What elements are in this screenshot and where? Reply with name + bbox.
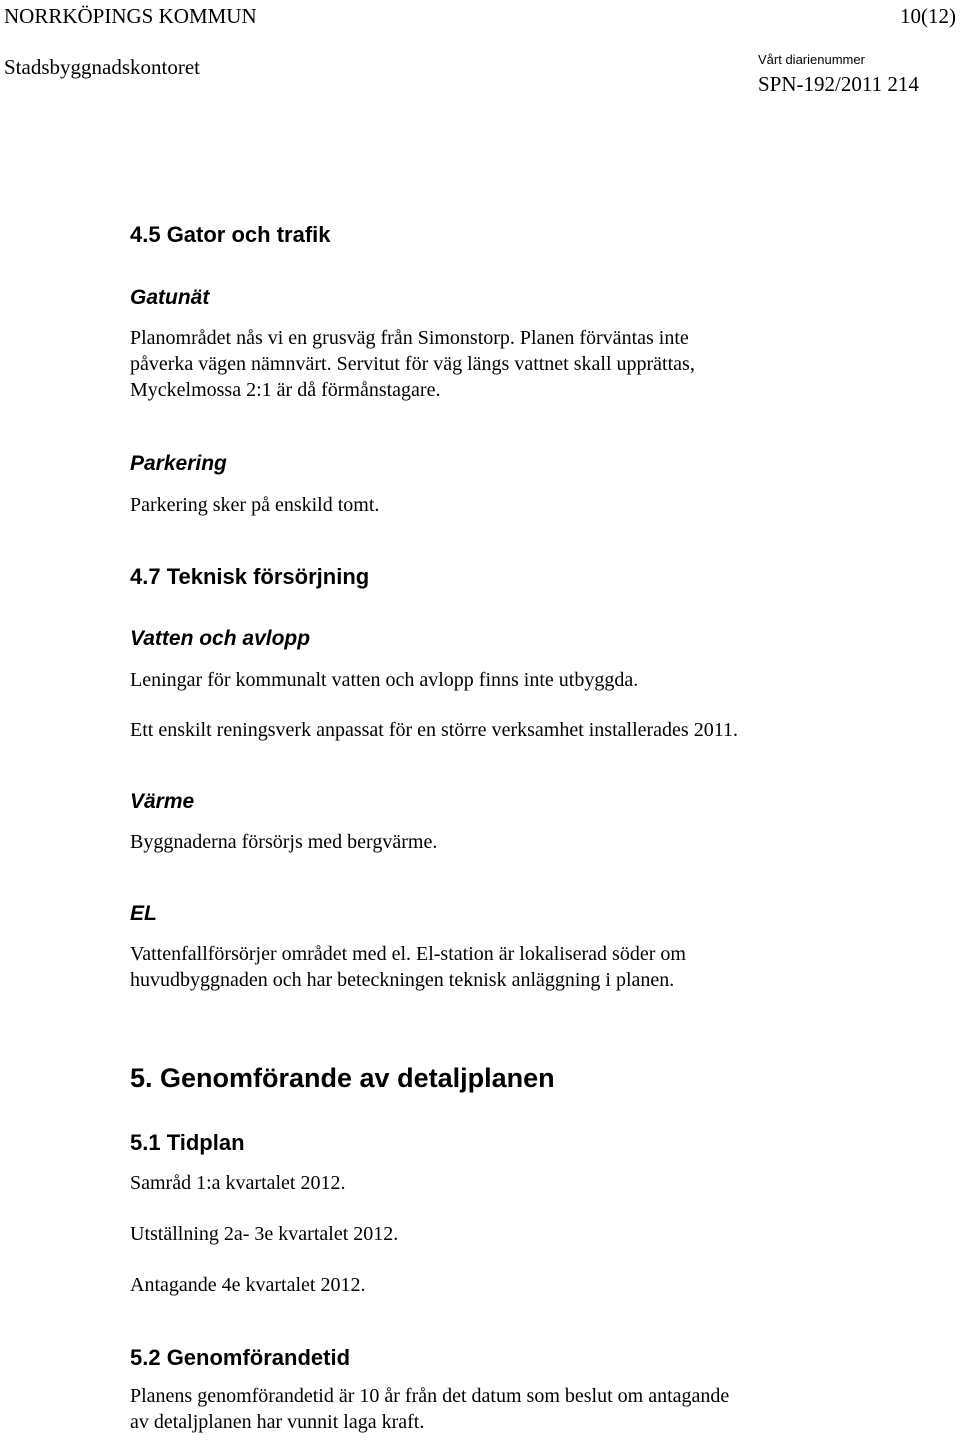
- tidplan-item-2: Utställning 2a- 3e kvartalet 2012.: [130, 1223, 399, 1245]
- gatunat-line-1: Planområdet nås vi en grusväg från Simonstorp. Planen förväntas inte: [130, 327, 689, 349]
- varme-text: Byggnaderna försörjs med bergvärme.: [130, 831, 438, 853]
- subheading-gatunat: Gatunät: [130, 286, 210, 309]
- section-heading-5-1: 5.1 Tidplan: [130, 1130, 245, 1155]
- subheading-el: EL: [130, 902, 157, 925]
- organization-name: NORRKÖPINGS KOMMUN: [4, 4, 257, 28]
- parkering-text: Parkering sker på enskild tomt.: [130, 494, 380, 516]
- section-heading-4-7: 4.7 Teknisk försörjning: [130, 564, 370, 589]
- vatten-text-1: Leningar för kommunalt vatten och avlopp finns inte utbyggda.: [130, 669, 639, 691]
- page-number: 10(12): [900, 4, 956, 28]
- section-heading-5-2: 5.2 Genomförandetid: [130, 1345, 351, 1370]
- tidplan-item-3: Antagande 4e kvartalet 2012.: [130, 1274, 366, 1296]
- section-heading-5: 5. Genomförande av detaljplanen: [130, 1063, 555, 1093]
- tidplan-item-1: Samråd 1:a kvartalet 2012.: [130, 1172, 346, 1194]
- genomforandetid-line-2: av detaljplanen har vunnit laga kraft.: [130, 1411, 425, 1433]
- el-line-1: Vattenfallförsörjer området med el. El-station är lokaliserad söder om: [130, 943, 686, 965]
- genomforandetid-line-1: Planens genomförandetid är 10 år från det datum som beslut om antagande: [130, 1385, 730, 1407]
- registration-label: Vårt diarienummer: [758, 52, 865, 67]
- registration-number: SPN-192/2011 214: [758, 72, 919, 96]
- section-heading-4-5: 4.5 Gator och trafik: [130, 222, 331, 247]
- subheading-parkering: Parkering: [130, 452, 227, 475]
- subheading-vatten-och-avlopp: Vatten och avlopp: [130, 627, 311, 650]
- el-line-2: huvudbyggnaden och har beteckningen teknisk anläggning i planen.: [130, 969, 675, 991]
- gatunat-line-2: påverka vägen nämnvärt. Servitut för väg längs vattnet skall upprättas,: [130, 353, 695, 375]
- department-name: Stadsbyggnadskontoret: [4, 55, 200, 79]
- vatten-text-2: Ett enskilt reningsverk anpassat för en större verksamhet installerades 2011.: [130, 719, 738, 741]
- subheading-varme: Värme: [130, 790, 195, 813]
- gatunat-line-3: Myckelmossa 2:1 är då förmånstagare.: [130, 379, 441, 401]
